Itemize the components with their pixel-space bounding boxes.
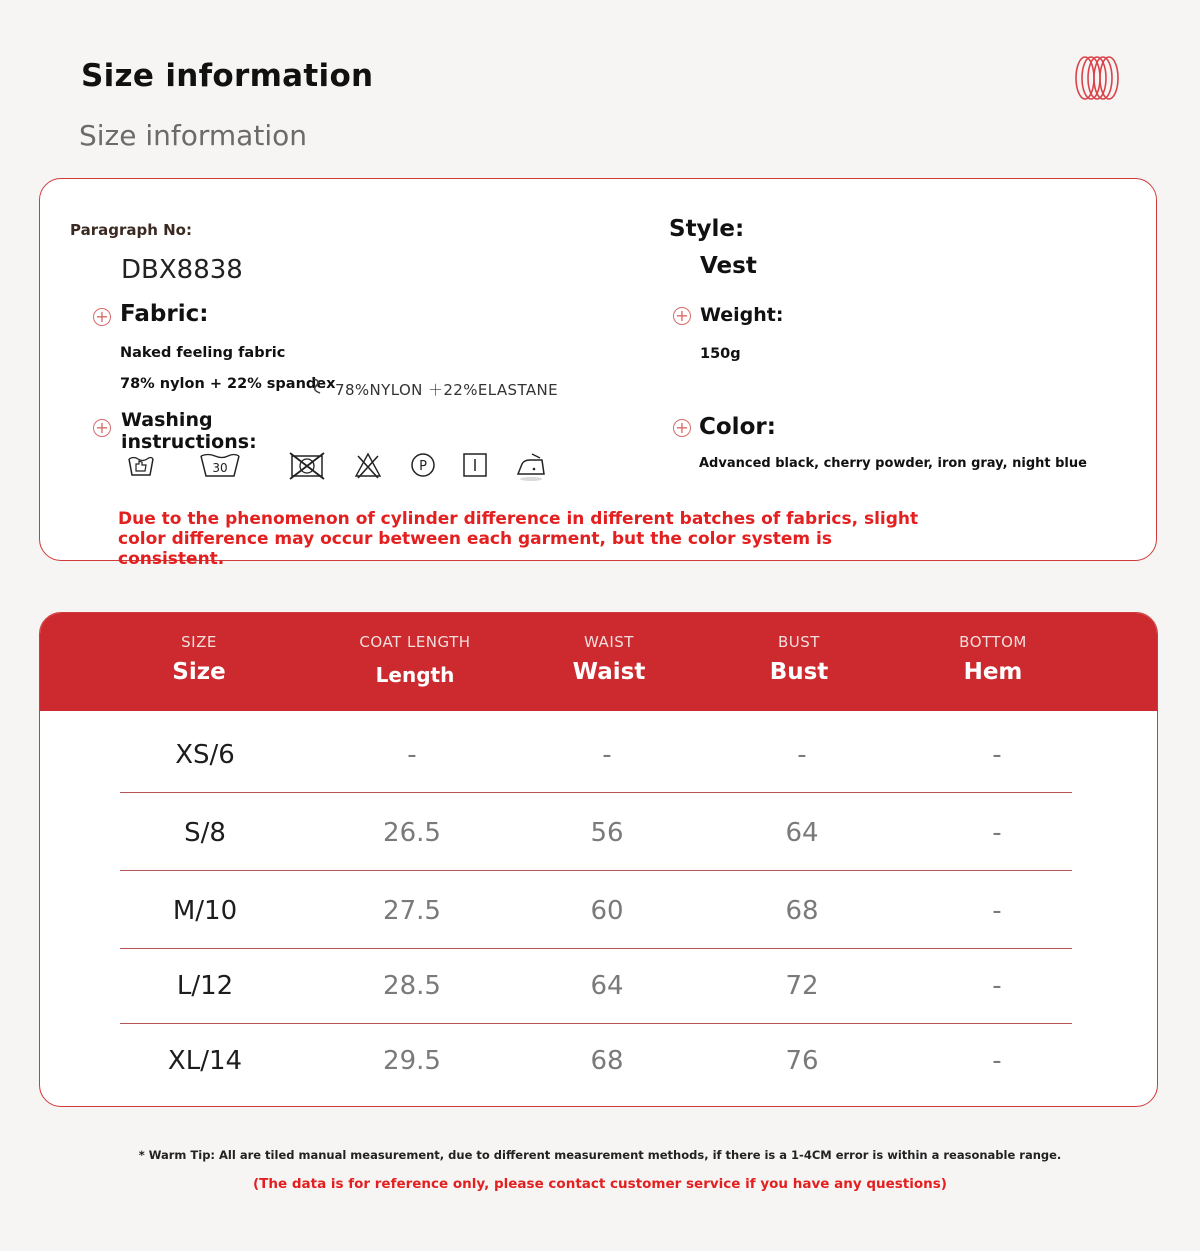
bust-cell: 72 [785,971,819,1001]
color-value: Advanced black, cherry powder, iron gray, night blue [699,456,1087,471]
row-divider [120,792,1072,794]
waist-cell: 56 [590,818,624,848]
washing-label [121,409,257,453]
hand-wash-icon [126,450,156,480]
color-difference-warning: Due to the phenomenon of cylinder difference in different batches of fabrics, slight color difference may occur between each garment, but the color system is consistent. [118,509,919,569]
column-header-label: Hem [963,659,1023,685]
length-cell: 27.5 [383,896,441,926]
rings-logo-icon [1072,54,1122,102]
size-cell: XL/14 [167,1046,243,1076]
size-table-header [40,613,1157,711]
hem-cell: - [992,971,1002,1001]
fabric-description: Naked feeling fabric [120,345,286,361]
style-label: Style: [669,216,745,242]
hem-cell: - [992,896,1002,926]
wash-30-icon [198,450,242,480]
page-subtitle: Size information [79,119,307,152]
no-tumble-dry-icon [288,450,326,480]
iron-low-icon [514,450,548,482]
washing-label-line2: instructions: [121,431,257,453]
size-table [39,612,1158,1107]
waist-cell: 64 [590,971,624,1001]
length-cell: 26.5 [383,818,441,848]
bust-cell: 76 [785,1046,819,1076]
table-row [120,718,1072,793]
line-dry-icon [460,450,490,480]
length-cell: - [407,740,417,770]
warm-tip: * Warm Tip: All are tiled manual measurement, due to different measurement methods, if there is a 1-4CM error is within a reasonable range. [138,1148,1062,1162]
dry-clean-p-icon [408,450,438,480]
style-value: Vest [700,253,757,279]
column-header-en: SIZE [181,633,217,651]
hem-cell: - [992,1046,1002,1076]
paragraph-value: DBX8838 [121,255,243,285]
length-cell: 28.5 [383,971,441,1001]
reference-note: (The data is for reference only, please contact customer service if you have any questions) [253,1176,947,1192]
bust-cell: 64 [785,818,819,848]
fabric-swirl-icon [311,376,325,396]
plus-circle-icon: + [673,419,691,437]
plus-circle-icon: + [93,308,111,326]
column-header-label: Waist [572,659,646,685]
size-cell: L/12 [176,971,234,1001]
dry-clean-letter: P [419,459,427,474]
care-icons [126,450,606,482]
table-row [120,874,1072,949]
fabric-label: Fabric: [120,301,209,327]
column-header-en: COAT LENGTH [359,633,471,651]
waist-cell: 60 [590,896,624,926]
table-row [120,796,1072,871]
plus-circle-icon: + [93,419,111,437]
fabric-composition-en: 78%NYLON ＋22%ELASTANE [335,381,558,399]
hem-cell: - [992,818,1002,848]
plus-circle-icon: + [673,307,691,325]
paragraph-label: Paragraph No: [70,221,192,239]
table-row [120,949,1072,1024]
color-label: Color: [699,414,776,440]
waist-cell: - [602,740,612,770]
size-cell: M/10 [172,896,238,926]
column-header-label: Length [375,663,455,687]
weight-value: 150g [700,346,741,362]
waist-cell: 68 [590,1046,624,1076]
table-row [120,1024,1072,1099]
row-divider [120,870,1072,872]
fabric-composition: 78% nylon + 22% spandex [120,376,336,392]
size-cell: S/8 [184,818,226,848]
bust-cell: 68 [785,896,819,926]
column-header-label: Size [172,659,226,685]
length-cell: 29.5 [383,1046,441,1076]
page-title: Size information [81,58,374,94]
wash-temp-text: 30 [212,461,228,475]
hem-cell: - [992,740,1002,770]
column-header-en: BUST [778,633,820,651]
no-bleach-icon [354,450,382,480]
column-header-en: WAIST [584,633,634,651]
bust-cell: - [797,740,807,770]
washing-label-line1: Washing [121,409,213,431]
column-header-label: Bust [769,659,829,685]
product-info-card [39,178,1157,569]
column-header-en: BOTTOM [959,633,1027,651]
weight-label: Weight: [700,304,784,326]
size-cell: XS/6 [175,740,235,770]
